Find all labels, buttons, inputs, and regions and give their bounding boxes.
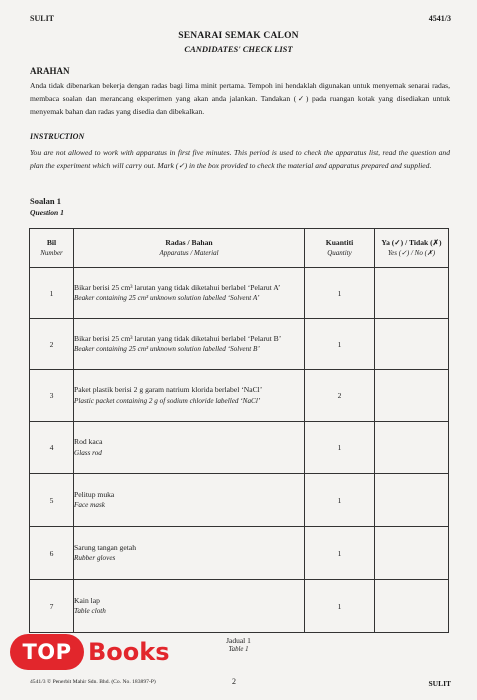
row-item: Bikar berisi 25 cm³ larutan yang tidak diketahui berlabel ‘Pelarut B’ Beaker containing 25 cm³ unknown solution labelled ‘Solvent B’ <box>74 319 305 370</box>
row-number: 7 <box>30 580 74 633</box>
row-item: Paket plastik berisi 2 g garam natrium klorida berlabel ‘NaCl’ Plastic packet containing 2 g of sodium chloride labelled ‘NaCl’ <box>74 370 305 422</box>
row-number: 2 <box>30 319 74 370</box>
table-row <box>30 474 449 527</box>
table-row <box>30 268 449 319</box>
table-row <box>30 319 449 370</box>
row-item: Pelitup muka Face mask <box>74 474 305 527</box>
page-subtitle: CANDIDATES' CHECK LIST <box>184 44 293 54</box>
row-check-box[interactable] <box>375 580 449 633</box>
row-number: 5 <box>30 474 74 527</box>
instruction-heading: INSTRUCTION <box>30 132 85 141</box>
arahan-heading: ARAHAN <box>30 66 70 76</box>
row-check-box[interactable] <box>375 319 449 370</box>
check-list-table <box>29 228 449 633</box>
logo-badge: TOP <box>10 634 84 670</box>
page-number: 2 <box>232 677 236 686</box>
table-row <box>30 527 449 580</box>
table-header-row <box>30 229 449 268</box>
row-item: Sarung tangan getah Rubber gloves <box>74 527 305 580</box>
header-kuantiti: Kuantiti Quantity <box>305 229 375 268</box>
row-check-box[interactable] <box>375 268 449 319</box>
header-bil: Bil Number <box>30 229 74 268</box>
page-title: SENARAI SEMAK CALON <box>178 31 299 41</box>
row-check-box[interactable] <box>375 474 449 527</box>
arahan-text: Anda tidak dibenarkan bekerja dengan radas bagi lima minit pertama. Tempoh ini hendaklah digunakan untuk menyemak senarai radas, membaca soalan dan merancang eksperimen yang akan anda jalankan. Tandakan (✓) pada ruangan kotak yang disediakan untuk menyemak bahan dan radas yang disedia dan dibekalkan. <box>30 81 450 116</box>
header-ya-tidak: Ya (✓) / Tidak (✗) Yes (✓) / No (✗) <box>375 229 449 268</box>
soalan-label: Soalan 1 <box>30 196 61 206</box>
header-confidential: SULIT <box>30 14 55 23</box>
row-quantity: 1 <box>305 422 375 474</box>
row-quantity: 1 <box>305 580 375 633</box>
row-check-box[interactable] <box>375 370 449 422</box>
logo-wordmark: Books <box>88 638 170 666</box>
footer-publisher: 4541/3 © Penerbit Mahir Sdn. Bhd. (Co. No. 183897-P) <box>30 679 156 685</box>
table-caption: Jadual 1 Table 1 <box>226 636 251 653</box>
row-number: 4 <box>30 422 74 474</box>
row-check-box[interactable] <box>375 422 449 474</box>
row-number: 6 <box>30 527 74 580</box>
question-label: Question 1 <box>30 208 64 217</box>
topbooks-logo <box>10 632 188 672</box>
row-number: 1 <box>30 268 74 319</box>
row-number: 3 <box>30 370 74 422</box>
row-quantity: 1 <box>305 527 375 580</box>
row-quantity: 1 <box>305 319 375 370</box>
instruction-text: You are not allowed to work with apparatus in first five minutes. This period is used to check the apparatus list, read the question and plan the experiment which will carry out. Mark (✓) in the box provided to check the material and apparatus prepared and supplied. <box>30 148 450 170</box>
row-quantity: 1 <box>305 474 375 527</box>
row-quantity: 1 <box>305 268 375 319</box>
header-paper-code: 4541/3 <box>428 14 451 23</box>
header-radas: Radas / Bahan Apparatus / Material <box>74 229 305 268</box>
table-row <box>30 422 449 474</box>
table-row <box>30 580 449 633</box>
footer-confidential: SULIT <box>428 679 451 688</box>
row-item: Rod kaca Glass rod <box>74 422 305 474</box>
row-quantity: 2 <box>305 370 375 422</box>
table-row <box>30 370 449 422</box>
row-item: Kain lap Table cloth <box>74 580 305 633</box>
row-check-box[interactable] <box>375 527 449 580</box>
row-item: Bikar berisi 25 cm³ larutan yang tidak diketahui berlabel ‘Pelarut A’ Beaker containing 25 cm³ unknown solution labelled ‘Solvent A’ <box>74 268 305 319</box>
